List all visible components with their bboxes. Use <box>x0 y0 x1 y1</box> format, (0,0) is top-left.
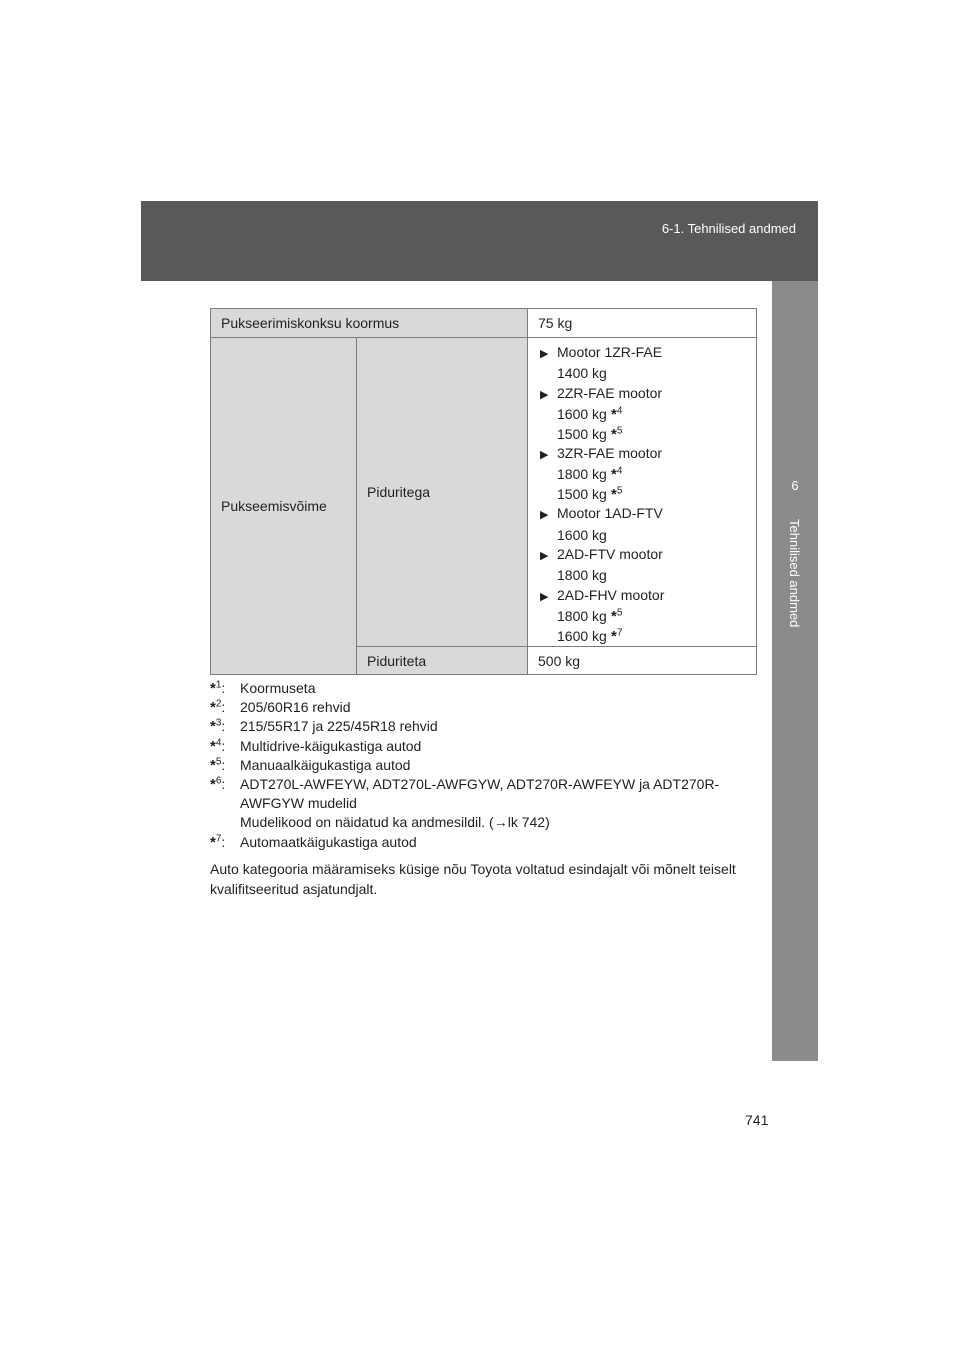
asterisk-icon: * <box>606 425 617 443</box>
weight-line <box>540 485 756 504</box>
chapter-number: 6 <box>791 478 799 493</box>
footnote-text: 215/55R17 ja 225/45R18 rehvid <box>240 718 438 735</box>
with-brakes-label: Piduritega <box>357 338 528 647</box>
weight-line <box>540 526 756 545</box>
footnote-number: 1 <box>215 679 222 691</box>
with-brakes-values <box>528 338 757 647</box>
list-item <box>540 444 756 465</box>
footnote-text: Koormuseta <box>240 680 316 696</box>
asterisk-icon: * <box>210 718 216 736</box>
footnote-ref: 7 <box>616 627 623 639</box>
weight-value: 1400 kg <box>557 365 607 382</box>
footnote-text: ADT270L-AWFEYW, ADT270L-AWFGYW, ADT270R-AWFEYW ja ADT270R-AWFGYW mudelid <box>240 776 720 812</box>
footnote-number: 3 <box>215 717 222 729</box>
spec-table <box>210 308 757 675</box>
weight-value: 1500 kg <box>557 485 607 502</box>
asterisk-icon: * <box>606 466 617 484</box>
footnote-marker: *$^3$: <box>210 717 226 736</box>
weight-line <box>540 566 756 585</box>
footnote-text: 205/60R16 rehvid <box>240 699 351 716</box>
asterisk-icon: * <box>606 406 617 424</box>
footnote-marker: *$^5$: <box>210 756 226 774</box>
header-band <box>141 201 818 281</box>
triangle-right-icon: ▶ <box>540 388 549 401</box>
list-item <box>540 545 756 566</box>
footnote <box>210 737 755 756</box>
list-item <box>540 504 756 525</box>
engine-name: 2AD-FTV mootor <box>557 546 663 563</box>
section-title: 6-1. Tehnilised andmed <box>661 221 796 236</box>
triangle-right-icon: ▶ <box>540 509 549 522</box>
table-row <box>211 338 757 647</box>
footnote-extra: Mudelikood on näidatud ka andmesildil. (→lk 742) <box>240 814 550 831</box>
hitch-load-label: Pukseerimiskonksu koormus <box>211 309 528 338</box>
asterisk-icon: * <box>210 756 216 774</box>
footnotes <box>210 679 755 852</box>
footnote <box>210 756 755 775</box>
without-brakes-value: 500 kg <box>528 647 757 675</box>
weight-line <box>540 425 756 444</box>
footnote-ref: 4 <box>616 465 623 477</box>
engine-list <box>540 343 756 646</box>
footnote-ref: 4 <box>616 405 623 417</box>
footnote-number: 7 <box>215 832 222 844</box>
asterisk-icon: * <box>210 833 216 851</box>
footnote-number: 6 <box>215 775 222 787</box>
without-brakes-label: Piduriteta <box>357 647 528 675</box>
asterisk-icon: * <box>210 680 216 697</box>
towing-capacity-label: Pukseemisvõime <box>211 338 357 675</box>
footnote-number: 5 <box>215 756 222 768</box>
footnote <box>210 717 755 736</box>
footnote <box>210 833 755 852</box>
weight-line <box>540 607 756 626</box>
page-number: 741 <box>745 1112 769 1128</box>
engine-name: Mootor 1ZR-FAE <box>557 344 663 360</box>
table-row <box>211 309 757 338</box>
list-item <box>540 384 756 405</box>
weight-line <box>540 465 756 484</box>
weight-value: 1800 kg <box>557 466 607 483</box>
footnote-text: Automaatkäigukastiga autod <box>240 833 417 850</box>
asterisk-icon: * <box>606 627 617 645</box>
note-paragraph: Auto kategooria määramiseks küsige nõu Toyota voltatud esindajalt või mõnelt teiselt kvalifitseeritud asjatundjalt. <box>210 861 736 897</box>
footnote-ref: 5 <box>616 424 623 436</box>
footnote-marker: *$^2$: <box>210 698 226 717</box>
asterisk-icon: * <box>210 699 216 717</box>
engine-name: 3ZR-FAE mootor <box>557 445 663 462</box>
weight-value: 1800 kg <box>557 567 607 584</box>
footnote-marker: *$^1$: <box>210 679 226 697</box>
asterisk-icon: * <box>606 608 617 626</box>
weight-line <box>540 364 756 383</box>
footnote-ref: 5 <box>616 607 623 619</box>
footnote-marker: *$^4$: <box>210 736 226 755</box>
footnote-text: Multidrive-käigukastiga autod <box>240 737 422 754</box>
hitch-load-value: 75 kg <box>528 309 757 338</box>
asterisk-icon: * <box>606 485 617 503</box>
asterisk-icon: * <box>210 776 216 794</box>
asterisk-icon: * <box>210 737 216 755</box>
footnote-number: 4 <box>215 736 222 748</box>
footnote-number: 2 <box>215 698 222 710</box>
footnote <box>210 679 755 698</box>
footnote <box>210 698 755 717</box>
triangle-right-icon: ▶ <box>540 550 549 563</box>
list-item <box>540 343 756 364</box>
weight-value: 1600 kg <box>557 526 607 543</box>
engine-name: 2ZR-FAE mootor <box>557 384 663 401</box>
weight-value: 1600 kg <box>557 627 607 644</box>
chapter-label: Tehnilised andmed <box>787 519 802 628</box>
footnote-ref: 5 <box>616 485 623 497</box>
weight-line <box>540 627 756 646</box>
list-item <box>540 586 756 607</box>
engine-name: Mootor 1AD-FTV <box>557 505 663 522</box>
weight-value: 1800 kg <box>557 608 607 625</box>
triangle-right-icon: ▶ <box>540 348 549 360</box>
weight-value: 1600 kg <box>557 406 607 423</box>
chapter-side-tab <box>772 281 818 1061</box>
engine-name: 2AD-FHV mootor <box>557 586 665 603</box>
triangle-right-icon: ▶ <box>540 590 549 603</box>
weight-value: 1500 kg <box>557 425 607 442</box>
footnote-marker: *$^6$: <box>210 775 226 794</box>
footnote-text: Manuaalkäigukastiga autod <box>240 756 411 773</box>
footnote <box>210 775 755 833</box>
footnote-marker: *$^7$: <box>210 832 226 851</box>
triangle-right-icon: ▶ <box>540 449 549 462</box>
weight-line <box>540 405 756 424</box>
